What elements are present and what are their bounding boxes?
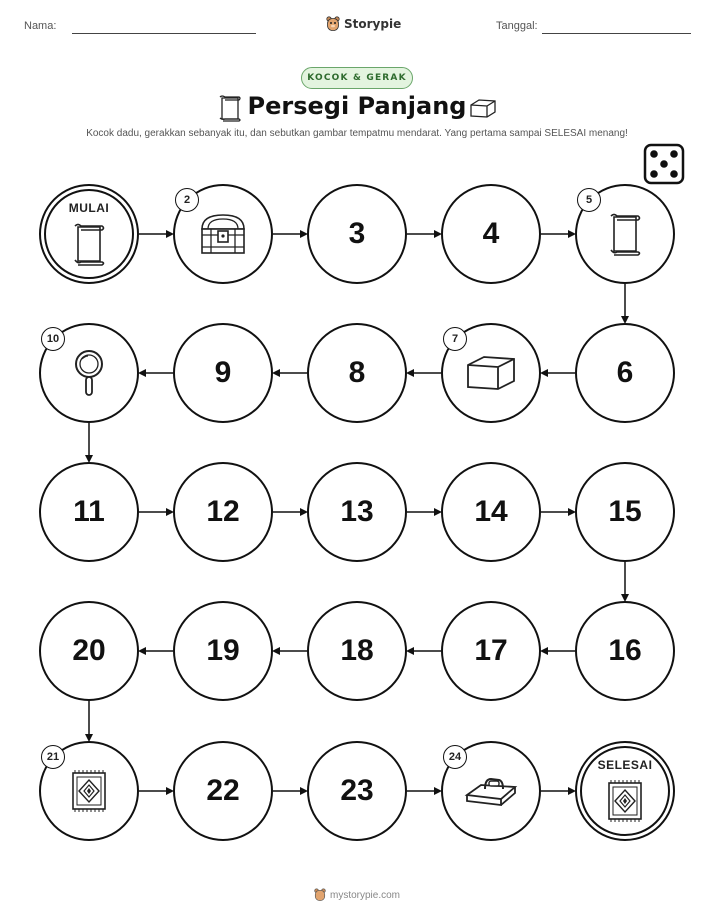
treasure-chest-icon — [196, 211, 250, 257]
space-number: 11 — [73, 495, 105, 528]
rug-icon — [67, 768, 111, 814]
space-number: 19 — [206, 634, 240, 667]
space-number-badge: 2 — [175, 188, 199, 212]
scroll-icon — [605, 211, 645, 257]
board-space-4 — [441, 184, 541, 284]
space-number: 13 — [340, 495, 374, 528]
finish-space — [575, 741, 675, 841]
board-space-18 — [307, 601, 407, 701]
start-space — [39, 184, 139, 284]
space-number-badge: 24 — [443, 745, 467, 769]
board-space-12 — [173, 462, 273, 562]
space-number: 9 — [214, 356, 232, 389]
brand-name: Storypie — [344, 17, 402, 31]
space-number-badge: 10 — [41, 327, 65, 351]
board-space-19 — [173, 601, 273, 701]
space-number: 17 — [474, 634, 508, 667]
board-space-15 — [575, 462, 675, 562]
finish-label: SELESAI — [597, 758, 653, 772]
footer — [0, 888, 714, 902]
rug-icon — [603, 778, 647, 824]
activity-badge: KOCOK & GERAK — [301, 67, 413, 89]
board-space-13 — [307, 462, 407, 562]
scroll-icon — [69, 221, 109, 267]
board-space-20 — [39, 601, 139, 701]
instructions: Kocok dadu, gerakkan sebanyak itu, dan sebutkan gambar tempatmu mendarat. Yang pertama sampai SELESAI menang! — [86, 128, 628, 139]
board-space-9 — [173, 323, 273, 423]
space-number: 6 — [616, 356, 634, 389]
space-number: 8 — [348, 356, 366, 389]
space-number-badge: 21 — [41, 745, 65, 769]
space-number: 12 — [206, 495, 240, 528]
board-space-8 — [307, 323, 407, 423]
name-label: Nama: — [24, 20, 57, 32]
space-number: 4 — [482, 217, 500, 250]
eraser-icon — [463, 771, 519, 811]
date-label: Tanggal: — [496, 20, 538, 32]
space-number: 15 — [608, 495, 642, 528]
footer-site: mystorypie.com — [329, 889, 400, 901]
board-space-22 — [173, 741, 273, 841]
space-number-badge: 7 — [443, 327, 467, 351]
space-number: 20 — [72, 634, 106, 667]
board-space-3 — [307, 184, 407, 284]
space-number: 16 — [608, 634, 642, 667]
board-space-17 — [441, 601, 541, 701]
space-number: 18 — [340, 634, 374, 667]
box-icon — [462, 351, 520, 395]
board-space-6 — [575, 323, 675, 423]
page-title: Persegi Panjang — [247, 92, 467, 120]
space-number: 22 — [206, 774, 240, 807]
mirror-icon — [71, 348, 107, 398]
space-number-badge: 5 — [577, 188, 601, 212]
board-space-11 — [39, 462, 139, 562]
start-label: MULAI — [68, 201, 110, 215]
bear-mascot-icon — [314, 888, 326, 902]
space-number: 3 — [348, 217, 366, 250]
board-space-16 — [575, 601, 675, 701]
space-number: 14 — [474, 495, 508, 528]
board-space-14 — [441, 462, 541, 562]
board-space-23 — [307, 741, 407, 841]
space-number: 23 — [340, 774, 374, 807]
